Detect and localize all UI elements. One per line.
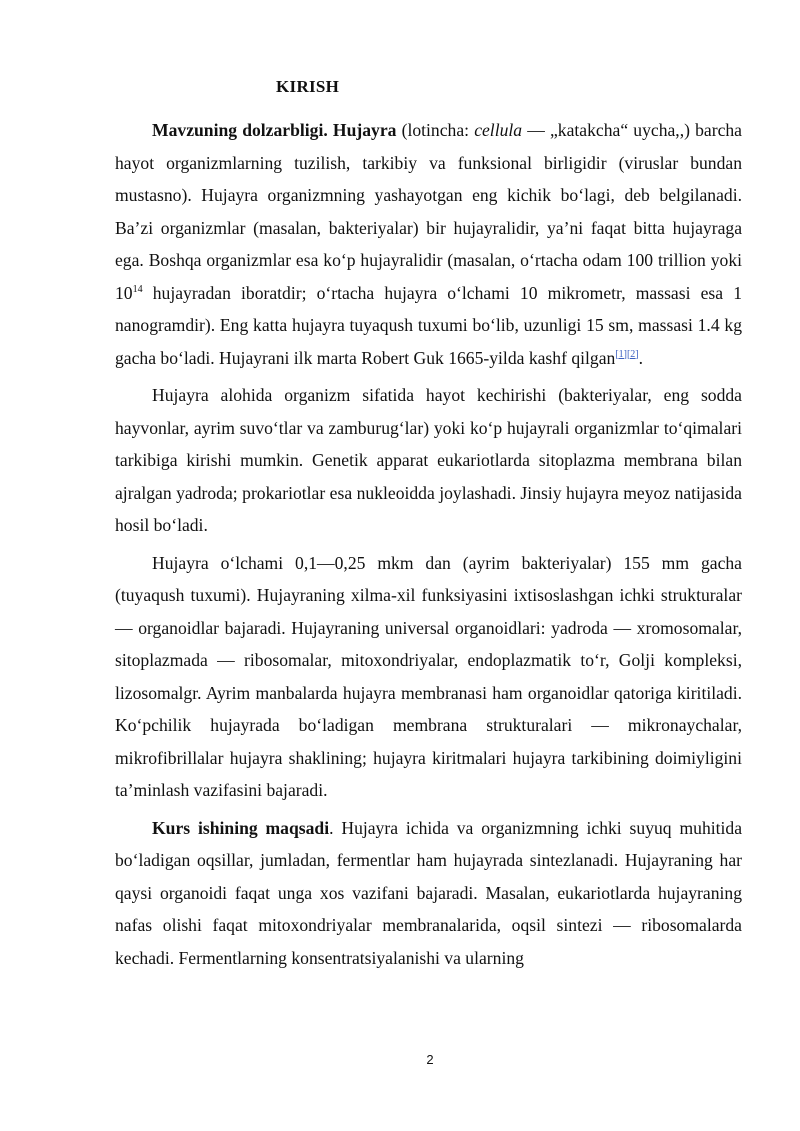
paragraph-text: hujayradan iboratdir; o‘rtacha hujayra o‘lchami 10 mikrometr, massasi esa 1 nanogramdir). Eng katta hujayra tuyaqush tuxumi bo‘lib, uzunligi 15 sm, massasi 1.4 kg gacha bo‘ladi. Hujayrani ilk marta Robert Guk 1665-yilda kashf qilgan [115, 282, 742, 368]
paragraph-lead: Mavzuning dolzarbligi. Hujayra [152, 120, 397, 140]
paragraph-text: (lotincha: [396, 120, 475, 140]
document-body [115, 114, 742, 974]
page-number: 2 [426, 1052, 434, 1067]
paragraph-cell-life: Hujayra alohida organizm sifatida hayot kechirishi (bakteriyalar, eng sodda hayvonlar, ayrim suvo‘tlar va zamburug‘lar) yoki ko‘p hujayrali organizmlar to‘qimalari tarkibiga kirishi mumkin. Genetik apparat eukariotlarda sitoplazma membrana bilan ajralgan yadroda; prokariotlar esa nukleoidda joylashadi. Jinsiy hujayra meyoz natijasida hosil bo‘ladi. [115, 385, 742, 535]
reference-link[interactable]: [1][2] [615, 348, 639, 360]
paragraph-cell-organoids: Hujayra o‘lchami 0,1—0,25 mkm dan (ayrim bakteriyalar) 155 mm gacha (tuyaqush tuxumi). Hujayraning xilma-xil funksiyasini ixtisoslashgan ichki strukturalar — organoidlar bajaradi. Hujayraning universal organoidlari: yadroda — xromosomalar, sitoplazmada — ribosomalar, mitoxondriyalar, endoplazmatik to‘r, Golji kompleksi, lizosomalgr. Ayrim manbalarda hujayra membranasi ham organoidlar qatoriga kiritiladi. Ko‘pchilik hujayrada bo‘ladigan membrana strukturalari — mikronaychalar, mikrofibrillalar hujayra shaklining; hujayra kiritmalari hujayra tarkibining doimiyligini ta’minlash vazifasini bajaradi. [115, 552, 742, 800]
paragraph-lead: Kurs ishining maqsadi [152, 817, 330, 838]
superscript-exponent: 14 [132, 283, 143, 295]
paragraph-text: . [638, 347, 644, 368]
paragraph-course-aim [115, 812, 742, 975]
paragraph-text: . Hujayra ichida va organizmning ichki suyuq muhitida bo‘ladigan oqsillar, jumladan, fermentlar ham hujayrada sintezlanadi. Hujayraning har qaysi organoidi faqat unga xos vazifani bajaradi. Masalan, eukariotlarda hujayraning nafas olishi faqat mitoxondriyalar membranalarida, oqsil sintezi — ribosomalarda kechadi. Fermentlarning konsentratsiyalanishi va ularning [115, 817, 743, 968]
latin-term: cellula [474, 120, 523, 140]
section-title: KIRISH [276, 77, 340, 96]
paragraph-text: — „katakcha“ uycha,,) barcha hayot organizmlarning tuzilish, tarkibiy va funksional birligidir (viruslar bundan mustasno). Hujayra organizmning yashayotgan eng kichik bo‘lagi, deb belgilanadi. Ba’zi organizmlar (masalan, bakteriyalar) bir hujayralidir, ya’ni faqat bitta hujayraga ega. Boshqa organizmlar esa ko‘p hujayralidir (masalan, o‘rtacha odam 100 trillion yoki 10 [115, 120, 742, 303]
paragraph-relevance [115, 114, 742, 374]
